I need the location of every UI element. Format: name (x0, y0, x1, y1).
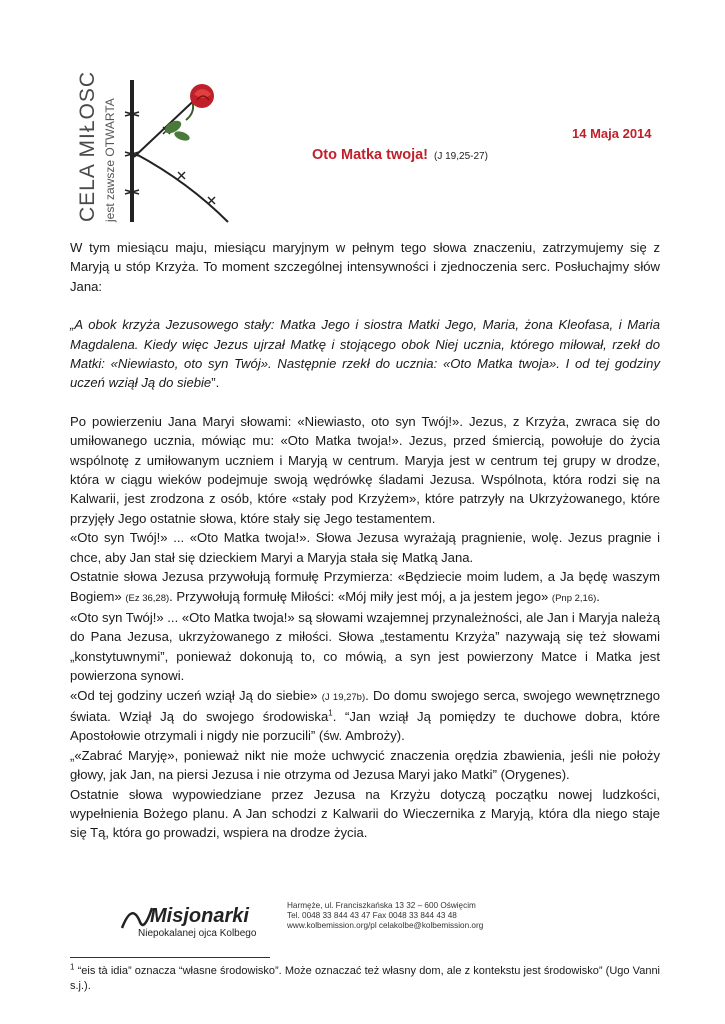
p3-ref-2: (Pnp 2,16) (551, 592, 597, 604)
paragraph-6: „«Zabrać Maryję», ponieważ nikt nie może uchwycić znaczenia orędzia zbawienia, jeśli nie położy głowy, jak Jan, na piersi Jezusa i nie otrzyma od Jezusa Maryi jako Matki” (Orygenes). (70, 747, 660, 783)
contact-address: Harmęże, ul. Franciszkańska 13 32 – 600 Oświęcim (287, 901, 476, 910)
org-name: Misjonarki (150, 905, 249, 927)
footnote-ref[interactable]: 1 (328, 708, 333, 718)
footnote (70, 964, 660, 994)
paragraph-4: «Oto syn Twój!» ... «Oto Matka twoja!» są słowami wzajemnej przynależności, ale Jan i Maryja należą do Pana Jezusa, ukrzyżowanego z miłości. Słowa „testamentu Krzyża” nazywają się też słowami „konstytuwnymi”, ponieważ dokonują to, co mówią, a syn jest powierzony Matce i Matka jest powierzona synowi. (70, 609, 660, 684)
paragraph-1: Po powierzeniu Jana Maryi słowami: «Niewiasto, oto syn Twój!». Jezus, z Krzyża, zwraca się do umiłowanego ucznia, mówiąc mu: «Oto Matka twoja!». Jezus, przed śmiercią, powołuje do życia wspólnotę z umiłowanym uczniem i Maryją w centrum. Maryja jest w centrum tej grupy w drodze, która w ciągu wieków podejmuje swoją wędrówkę śladami Jezusa. Wspólnota, która rodzi się na Kalwarii, jest zrodzona z osób, które «stały pod Krzyżem», które patrzyły na Ukrzyżowanego, które przyjęły Jego ostatnie słowa, które stały się Jego testamentem. (70, 413, 660, 526)
paragraph-7: Ostatnie słowa wypowiedziane przez Jezusa na Krzyżu dotyczą początku nowej ludzkości, wypełnienia Bożego planu. A Jan schodzi z Kalwarii do Wieczernika z Maryją, która dla niego staje się Tą, która go prowadzi, wspiera na drodze życia. (70, 786, 660, 841)
misjonarki-logo (118, 898, 280, 940)
document-date: 14 Maja 2014 (572, 126, 652, 141)
paragraph-2: «Oto syn Twój!» ... «Oto Matka twoja!». Słowa Jezusa wyrażają pragnienie, wolę. Jezus pragnie i chce, aby Jan stał się dzieckiem Maryi a Maryja stała się Matką Jana. (70, 530, 660, 565)
footnote-mark: 1 (70, 962, 75, 972)
logo-text-sub: jest zawsze OTWARTA (103, 98, 117, 222)
p3-ref-1: (Ez 36,28) (125, 592, 170, 604)
quote-end: ”. (211, 375, 220, 391)
scripture-quote (70, 315, 660, 393)
title-block (312, 146, 488, 164)
article-body (70, 238, 660, 843)
org-subtitle: Niepokalanej ojca Kolbego (138, 928, 257, 939)
p3-text-a: Ostatnie słowa Jezusa przywołują formułę Przymierza: «Będziecie moim ludem, a Ja będę waszym Bogiem» (70, 569, 660, 604)
footnote-text: “eis tà idia” oznacza “własne środowisko”. Może oznaczać też własny dom, ale z kontekstu jest środowisko” (Ugo Vanni s.j.). (70, 965, 660, 992)
p5-text-a: «Od tej godziny uczeń wziął Ją do siebie» (70, 687, 318, 703)
p5-ref: (J 19,27b) (321, 691, 366, 703)
paragraph-5 (70, 686, 660, 746)
title-reference: (J 19,25-27) (434, 151, 488, 162)
contact-web[interactable]: www.kolbemission.org/pl celakolbe@kolbemission.org (287, 921, 484, 930)
k-stem (130, 80, 134, 222)
p3-text-c: . (596, 588, 600, 604)
contact-block (287, 901, 483, 931)
logo-swoosh (122, 908, 152, 928)
intro-paragraph: W tym miesiącu maju, miesiącu maryjnym w pełnym tego słowa znaczeniu, zatrzymujemy się z Maryją u stóp Krzyża. To moment szczególnej intensywności i zjednoczenia serc. Posłuchajmy słów Jana: (70, 240, 660, 294)
p3-text-b: . Przywołują formułę Miłości: «Mój miły jest mój, a ja jestem jego» (169, 588, 549, 604)
footnote-divider (70, 957, 270, 958)
paragraph-3 (70, 567, 660, 608)
rose-icon (163, 84, 214, 142)
quote-text: „A obok krzyża Jezusowego stały: Matka Jego i siostra Matki Jego, Maria, żona Kleofasa, i Maria Magdalena. Kiedy więc Jezus ujrzał Matkę i stojącego obok Niej ucznia, którego miłował, rzekł do Matki: «Niewiasto, oto syn Twój». Następnie rzekł do ucznia: «Oto Matka twoja». I od tej godziny uczeń wziął Ją do siebie (70, 317, 660, 391)
logo-text-main: CELA MIŁOŚCI (78, 72, 99, 222)
p5-text-c: . “Jan wziął Ją pomiędzy te duchowe dobra, które Apostołowie otrzymali i nigdy nie porzucili” (św. Ambroży). (70, 708, 660, 744)
page-title: Oto Matka twoja! (312, 147, 429, 163)
p5-text-b: . Do domu swojego serca, swojego wewnętrznego świata. Wziął Ją do swojego środowiska (70, 687, 661, 724)
contact-phone: Tel. 0048 33 844 43 47 Fax 0048 33 844 43 48 (287, 911, 457, 920)
cela-milosci-logo (78, 72, 238, 232)
